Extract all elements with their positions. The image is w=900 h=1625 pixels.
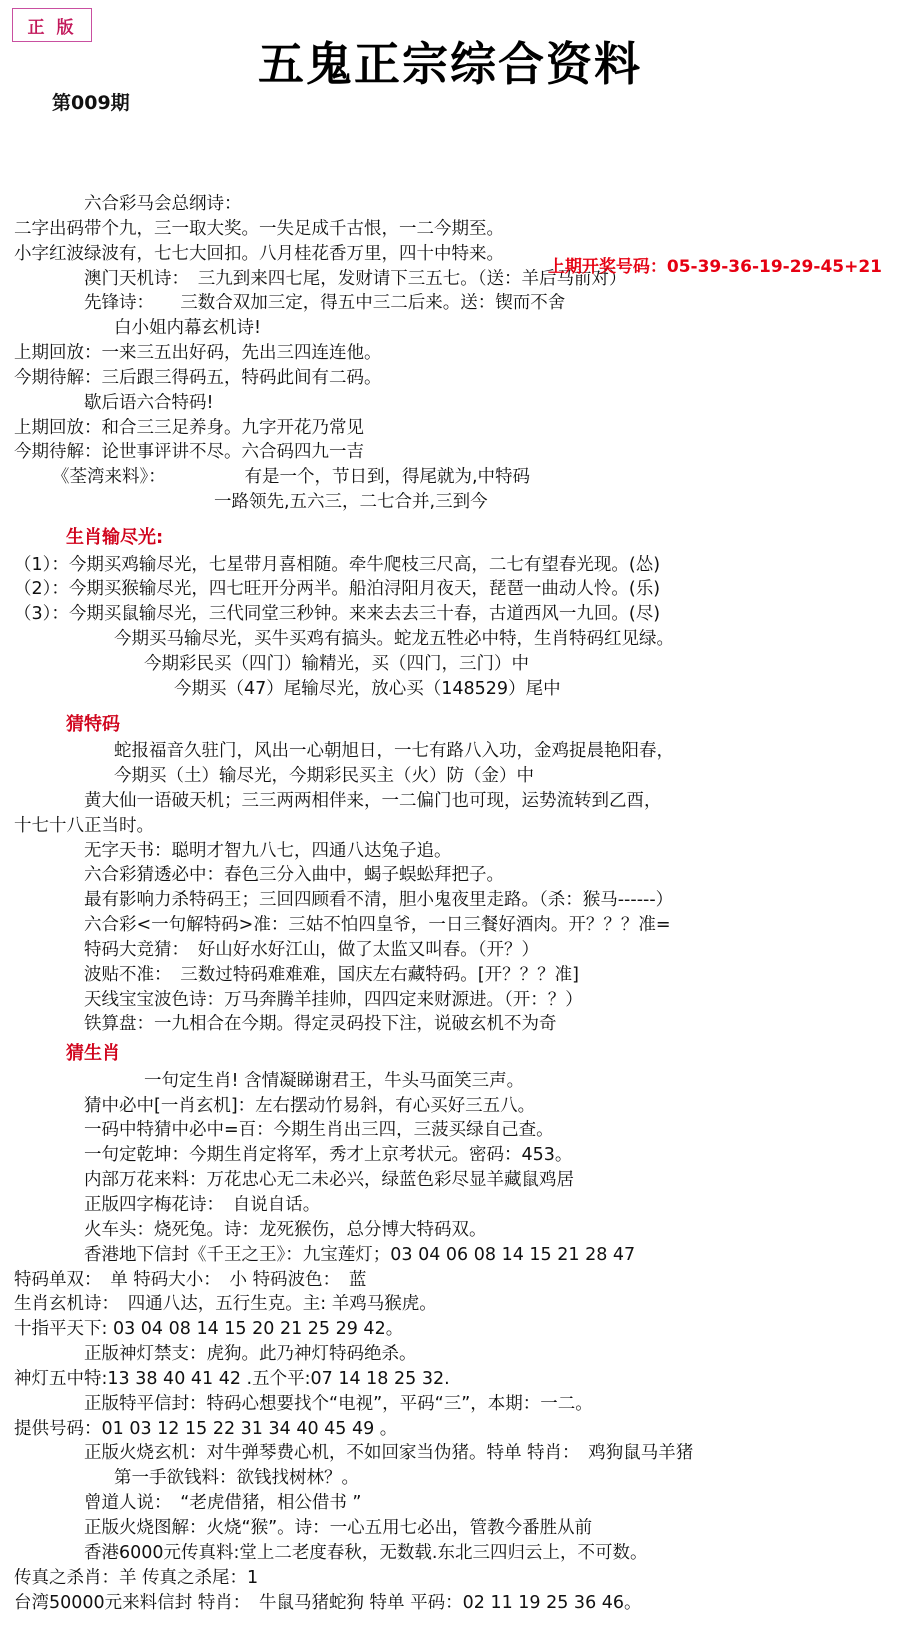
special-code-line: 波贴不准： 三数过特码难难难，国庆左右藏特码。[开？？？准] xyxy=(84,964,579,985)
intro-line: 歇后语六合特码! xyxy=(84,392,214,413)
special-code-line: 六合彩猜透必中：春色三分入曲中，蝎子蜈蚣拜把子。 xyxy=(84,865,504,886)
guess-zodiac-line: 生肖玄机诗： 四通八达，五行生克。主: 羊鸡马猴虎。 xyxy=(14,1294,437,1315)
intro-line: 今期待解：论世事评讲不尽。六合码四九一吉 xyxy=(14,442,364,463)
zodiac-line: 今期买马输尽光，买牛买鸡有搞头。蛇龙五牲必中特，生肖特码红见绿。 xyxy=(114,629,674,650)
guess-zodiac-line: 内部万花来料：万花忠心无二未必兴，绿蓝色彩尽显羊藏鼠鸡居 xyxy=(84,1170,574,1191)
intro-line: 上期回放：和合三三足养身。九字开花乃常见 xyxy=(14,417,364,438)
guess-zodiac-line: 猜中必中[一肖玄机]：左右摆动竹易斜，有心买好三五八。 xyxy=(84,1095,536,1116)
intro-line: 《荃湾来料》： 有是一个，节日到，得尾就为,中特码 xyxy=(52,467,531,488)
guess-zodiac-line: 香港6000元传真料:堂上二老度春秋，无数载.东北三四归云上，不可数。 xyxy=(84,1542,648,1563)
guess-zodiac-line: 火车头：烧死兔。诗：龙死猴伤，总分博大特码双。 xyxy=(84,1219,487,1240)
section-guess-zodiac-body xyxy=(14,1069,886,1616)
intro-line: 小字红波绿波有，七七大回扣。八月桂花香万里，四十中特来。 xyxy=(14,243,504,264)
special-code-line: 黄大仙一语破天机；三三两两相伴来，一二偏门也可现，运势流转到乙酉， xyxy=(84,790,662,811)
guess-zodiac-line: 传真之杀肖：羊 传真之杀尾：1 xyxy=(14,1567,259,1588)
guess-zodiac-line: 一码中特猜中必中=百：今期生肖出三四，三菠买绿自己查。 xyxy=(84,1120,554,1141)
intro-line: 六合彩马会总纲诗： xyxy=(84,194,242,214)
zodiac-line: （2）：今期买猴输尽光，四七旺开分两半。船泊浔阳月夜天，琵琶一曲动人怜。(乐) xyxy=(14,579,661,600)
special-code-line: 十七十八正当时。 xyxy=(14,815,154,836)
guess-zodiac-line: 第一手欲钱料：欲钱找树林？。 xyxy=(114,1468,359,1489)
issue-number: 第009期 xyxy=(52,92,130,114)
intro-line: 先锋诗： 三数合双加三定，得五中三二后来。送：锲而不舍 xyxy=(84,293,566,314)
intro-line: 二字出码带个九，三一取大奖。一失足成千古恨，一二今期至。 xyxy=(14,218,504,239)
intro-line: 上期回放：一来三五出好码，先出三四连连他。 xyxy=(14,343,382,364)
guess-zodiac-line: 正版特平信封：特码心想要找个“电视”，平码“三”，本期：一二。 xyxy=(84,1393,593,1414)
guess-zodiac-line: 神灯五中特:13 38 40 41 42 .五个平:07 14 18 25 32. xyxy=(14,1368,450,1389)
guess-zodiac-line: 台湾50000元来料信封 特肖： 牛鼠马猪蛇狗 特单 平码：02 11 19 25 36 46。 xyxy=(14,1592,642,1613)
page-title: 五鬼正宗综合资料 xyxy=(258,37,642,91)
section-zodiac-body xyxy=(14,553,886,702)
guess-zodiac-line: 特码单双： 单 特码大小： 小 特码波色： 蓝 xyxy=(14,1269,367,1290)
guess-zodiac-line: 正版神灯禁支：虎狗。此乃神灯特码绝杀。 xyxy=(84,1344,417,1365)
special-code-line: 天线宝宝波色诗：万马奔腾羊挂帅，四四定来财源进。（开：？） xyxy=(84,989,583,1010)
section-heading-special-code: 猜特码 xyxy=(66,713,120,735)
guess-zodiac-line: 提供号码：01 03 12 15 22 31 34 40 45 49 。 xyxy=(14,1418,398,1439)
special-code-line: 无字天书：聪明才智九八七，四通八达兔子追。 xyxy=(84,840,452,861)
special-code-line: 铁算盘：一九相合在今期。得定灵码投下注，说破玄机不为奇 xyxy=(84,1014,557,1035)
zodiac-line: （3）：今期买鼠输尽光，三代同堂三秒钟。来来去去三十春，古道西风一九回。(尽) xyxy=(14,604,661,625)
edition-badge-label: 正 版 xyxy=(27,17,77,38)
guess-zodiac-line: 一句定乾坤：今期生肖定将军，秀才上京考状元。密码：453。 xyxy=(84,1145,573,1166)
document-body xyxy=(0,96,900,1625)
guess-zodiac-line: 正版四字梅花诗： 自说自话。 xyxy=(84,1195,321,1216)
special-code-line: 今期买（土）输尽光，今期彩民买主（火）防（金）中 xyxy=(114,765,534,786)
intro-line: 一路领先,五六三，二七合并,三到今 xyxy=(214,492,488,513)
zodiac-line: 今期买（47）尾输尽光，放心买（148529）尾中 xyxy=(174,678,561,699)
special-code-line: 最有影响力杀特码王；三回四顾看不清，胆小鬼夜里走路。（杀：猴马------） xyxy=(84,890,674,911)
special-code-line: 蛇报福音久驻门，风出一心朝旭日，一七有路八入功，金鸡捉晨艳阳春， xyxy=(114,741,674,762)
intro-block xyxy=(14,96,886,515)
zodiac-line: 今期彩民买（四门）输精光，买（四门，三门）中 xyxy=(144,653,529,674)
edition-badge xyxy=(12,8,92,42)
intro-line: 澳门天机诗： 三九到来四七尾，发财请下三五七。（送：羊后马前对） xyxy=(84,268,627,289)
guess-zodiac-line: 正版火烧玄机：对牛弹琴费心机，不如回家当伪猪。特单 特肖： 鸡狗鼠马羊猪 xyxy=(84,1443,694,1464)
guess-zodiac-line: 十指平天下: 03 04 08 14 15 20 21 25 29 42。 xyxy=(14,1319,404,1340)
guess-zodiac-line: 一句定生肖! 含情凝睇谢君王，牛头马面笑三声。 xyxy=(144,1070,525,1091)
section-heading-guess-zodiac: 猜生肖 xyxy=(66,1043,120,1065)
special-code-line: 特码大竞猜： 好山好水好江山，做了太监又叫春。（开？） xyxy=(84,939,539,960)
intro-line: 白小姐内幕玄机诗! xyxy=(114,318,262,339)
guess-zodiac-line: 正版火烧图解：火烧“猴”。诗：一心五用七必出，管教今番胜从前 xyxy=(84,1517,593,1538)
last-draw-numbers: 上期开奖号码：05-39-36-19-29-45+21 xyxy=(547,257,882,277)
zodiac-line: （1）：今期买鸡输尽光，七星带月喜相随。牵牛爬枝三尺高，二七有望春光现。(怂) xyxy=(14,554,661,575)
guess-zodiac-line: 曾道人说： “老虎借猪，相公借书 ” xyxy=(84,1493,362,1514)
special-code-line: 六合彩<一句解特码>准：三姑不怕四皇爷，一日三餐好酒肉。开？？？准= xyxy=(84,915,671,936)
intro-line: 今期待解：三后跟三得码五，特码此间有二码。 xyxy=(14,367,382,388)
section-heading-zodiac: 生肖输尽光: xyxy=(66,526,164,548)
section-special-code-body xyxy=(14,739,886,1037)
guess-zodiac-line: 香港地下信封《千王之王》：九宝莲灯；03 04 06 08 14 15 21 28 47 xyxy=(84,1244,636,1265)
